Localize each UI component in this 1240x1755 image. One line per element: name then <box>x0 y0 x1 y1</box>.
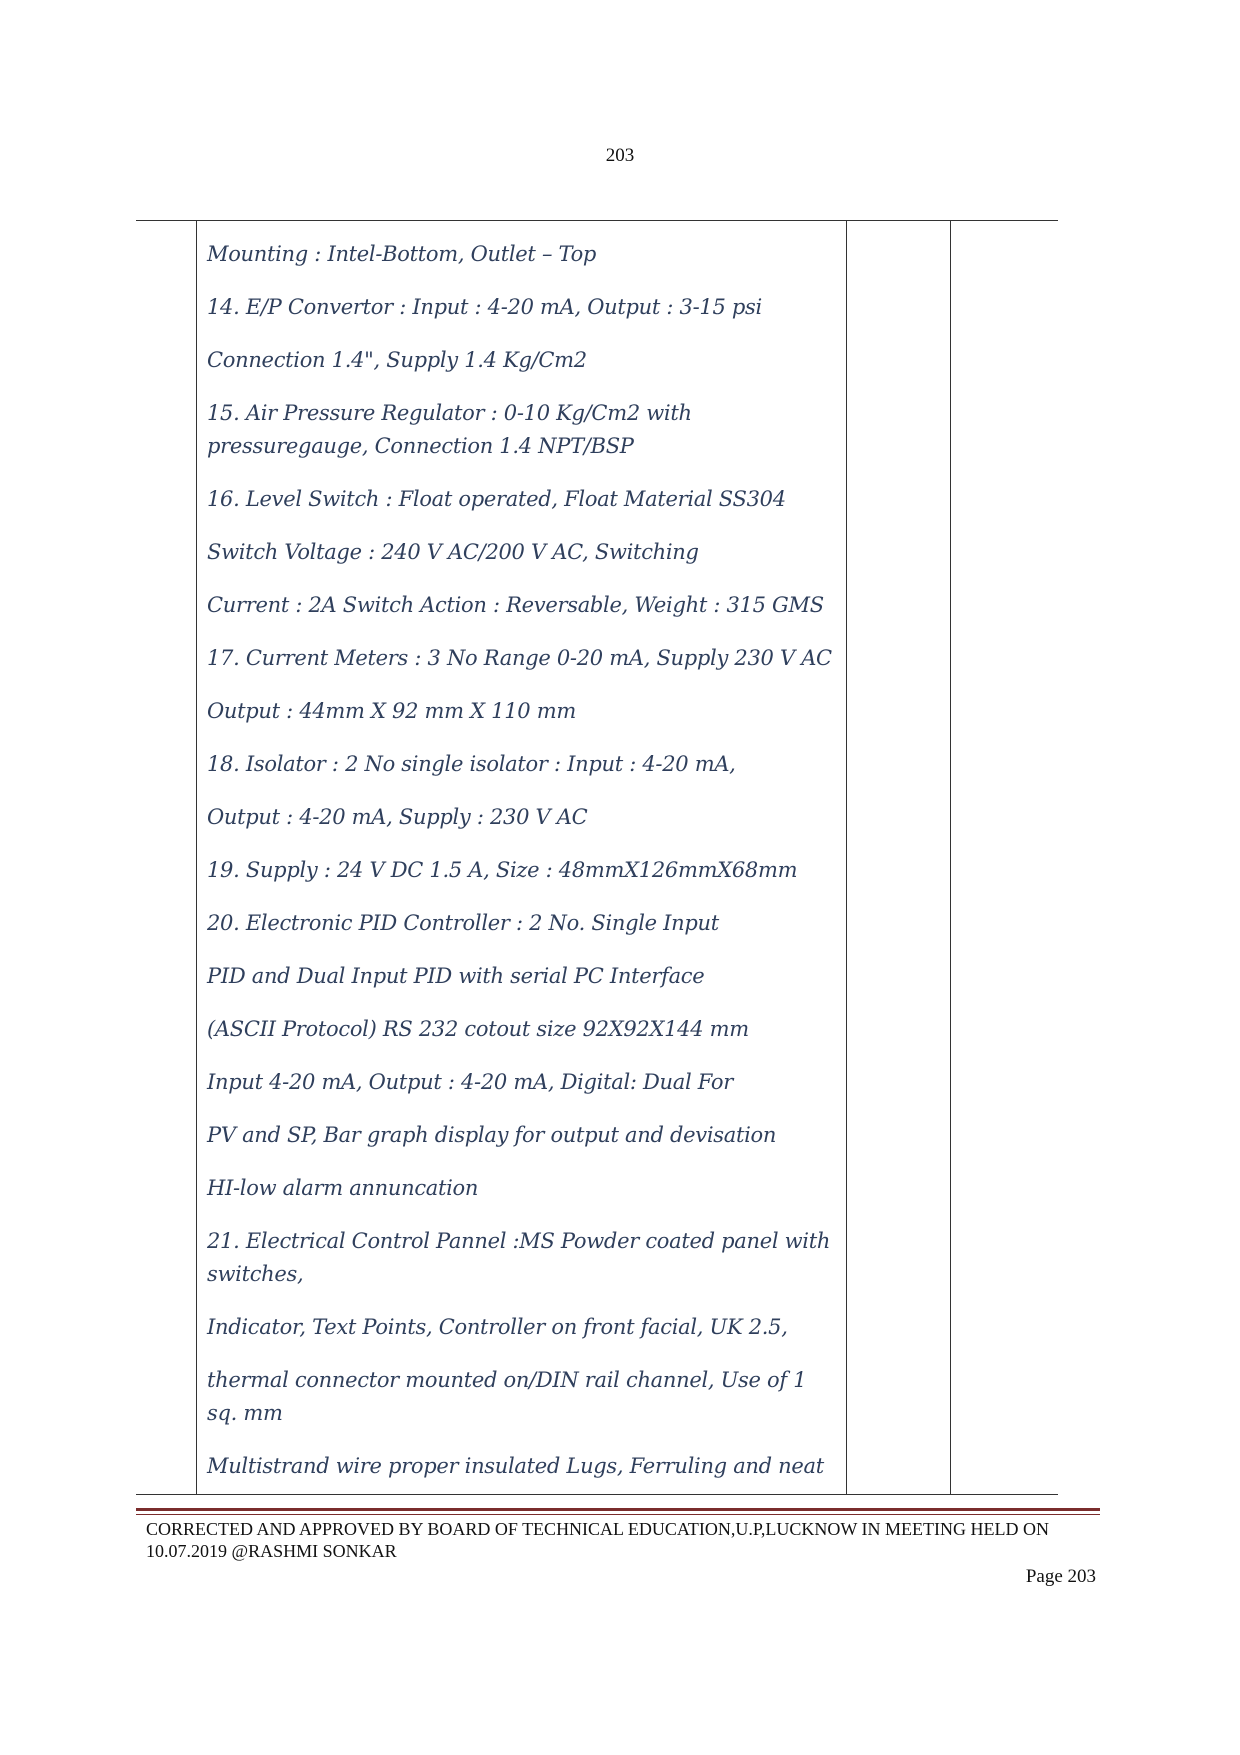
spec-line: PV and SP, Bar graph display for output and devisation <box>207 1123 777 1147</box>
spec-line: 14. E/P Convertor : Input : 4-20 mA, Output : 3-15 psi <box>207 295 762 319</box>
spec-line: thermal connector mounted on/DIN rail channel, Use of 1 sq. mm <box>207 1368 807 1425</box>
spec-line: Output : 44mm X 92 mm X 110 mm <box>207 699 576 723</box>
spec-line: 20. Electronic PID Controller : 2 No. Single Input <box>207 911 719 935</box>
footer-page-number: Page 203 <box>1025 1566 1096 1587</box>
spec-line: Multistrand wire proper insulated Lugs, Ferruling and neat <box>207 1454 824 1478</box>
footer-rule-thin <box>136 1514 1100 1515</box>
spec-line: Switch Voltage : 240 V AC/200 V AC, Switching <box>207 540 699 564</box>
spec-line: HI-low alarm annuncation <box>207 1176 479 1200</box>
table-top-border <box>136 220 1058 221</box>
footer-approval-text: CORRECTED AND APPROVED BY BOARD OF TECHNICAL EDUCATION,U.P,LUCKNOW IN MEETING HELD ON 10.07.2019 @RASHMI SONKAR <box>146 1519 1050 1561</box>
spec-line: PID and Dual Input PID with serial PC Interface <box>207 964 705 988</box>
spec-line: Connection 1.4", Supply 1.4 Kg/Cm2 <box>207 348 587 372</box>
spec-line: Indicator, Text Points, Controller on front facial, UK 2.5, <box>207 1315 788 1339</box>
spec-line: 18. Isolator : 2 No single isolator : Input : 4-20 mA, <box>207 752 736 776</box>
specification-text <box>207 238 837 1503</box>
spec-line: 17. Current Meters : 3 No Range 0-20 mA, Supply 230 V AC <box>207 646 832 670</box>
spec-line: 16. Level Switch : Float operated, Float Material SS304 <box>207 487 786 511</box>
spec-line: 21. Electrical Control Pannel :MS Powder coated panel with switches, <box>207 1229 831 1286</box>
table-column-divider-1 <box>196 220 197 1494</box>
spec-line: Input 4-20 mA, Output : 4-20 mA, Digital: Dual For <box>207 1070 733 1094</box>
table-column-divider-2 <box>846 220 847 1494</box>
spec-line: Current : 2A Switch Action : Reversable, Weight : 315 GMS <box>207 593 824 617</box>
spec-line: Output : 4-20 mA, Supply : 230 V AC <box>207 805 588 829</box>
page-number-top: 203 <box>605 145 635 166</box>
spec-line: Mounting : Intel-Bottom, Outlet – Top <box>207 242 597 266</box>
spec-line: (ASCII Protocol) RS 232 cotout size 92X92X144 mm <box>207 1017 749 1041</box>
spec-line: 15. Air Pressure Regulator : 0-10 Kg/Cm2 with pressuregauge, Connection 1.4 NPT/BSP <box>207 401 692 458</box>
table-column-divider-3 <box>950 220 951 1494</box>
spec-line: 19. Supply : 24 V DC 1.5 A, Size : 48mmX126mmX68mm <box>207 858 798 882</box>
footer-rule <box>136 1508 1100 1511</box>
